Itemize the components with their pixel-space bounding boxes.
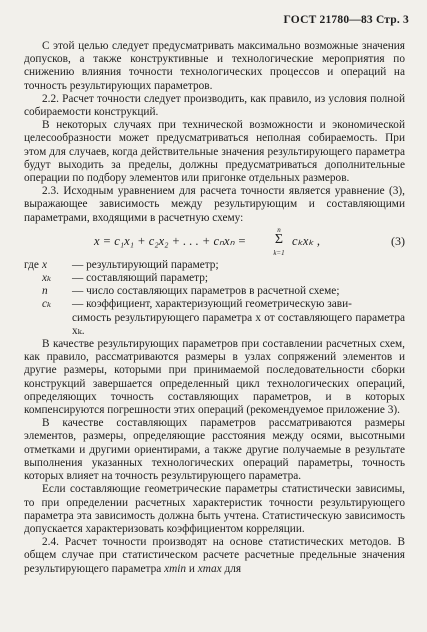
- definition-text: — составляющий параметр;: [72, 272, 208, 285]
- definition-text: — коэффициент, характеризующий геометрическую зави-: [72, 298, 352, 311]
- sum-lower-limit: k=1: [273, 248, 285, 257]
- paragraph-correlation: Если составляющие геометрические параметры статистически зависимы, то при определении расчетных характеристик точности результирующего параметра эта зависимость должна быть учтена. Статистическую зависимость допускается характеризовать коэффициентом корреляции.: [24, 483, 405, 535]
- page-number: 3: [403, 14, 409, 26]
- sum-upper-limit: n: [277, 225, 281, 234]
- x-min-symbol: xmin: [164, 562, 187, 575]
- definition-symbol: n: [42, 285, 48, 298]
- definition-text: — число составляющих параметров в расчетной схеме;: [72, 285, 340, 298]
- sum-sign: Σ: [274, 231, 284, 247]
- document-body: [24, 40, 405, 576]
- paragraph-resulting-params: В качестве результирующих параметров при составлении расчетных схем, как правило, рассматриваются размеры в узлах сопряжений элементов и другие размеры, которыми при принимаемой последовательности сборки конструкций завершается определенный цикл технологических операций, определяющих точность составляющих параметров, и в которых компенсируются погрешности этих операций (рекомендуемое приложение 3).: [24, 338, 405, 417]
- equation-number: (3): [391, 233, 405, 248]
- paragraph-2-2: 2.2. Расчет точности следует производить, как правило, из условия полной собираемости конструкций.: [24, 92, 405, 119]
- conjunction: и: [188, 562, 195, 575]
- paragraph-2-4-text: 2.4. Расчет точности производят на основе статистических методов. В общем случае при статистическом расчете расчетные предельные значения результирующего параметра: [24, 536, 405, 575]
- paragraph-component-params: В качестве составляющих параметров рассматриваются размеры элементов, размеры, определяющие расстояния между осями, высотными отметками и другими ориентирами, а также другие получаемые в результате выполнения указанных технологических операций параметры, точность которых влияет на точность результирующего параметра.: [24, 417, 405, 483]
- definition-row: [24, 298, 405, 311]
- x-max-symbol: xmax: [197, 562, 222, 575]
- where-label: где: [24, 258, 39, 271]
- paragraph-intro: С этой целью следует предусматривать максимально возможные значения допусков, а также конструктивные и технологические мероприятия по снижению влияния точности технологических процессов и операций на точность результирующих параметров.: [24, 40, 405, 92]
- equation-body: x = c₁x₁ + c₂x₂ + . . . + cₙxₙ =: [94, 233, 247, 248]
- definition-symbol: x: [42, 258, 48, 271]
- definition-row: [24, 272, 405, 285]
- paragraph-incomplete-assembly: В некоторых случаях при технической возможности и экономической целесообразности может предусматриваться неполная собираемость. При этом для случаев, когда действительные значения результирующего параметра будут выходить за пределы, должны предусматриваться дополнительные операции по подбору элементов или пригонке отдельных размеров.: [24, 119, 405, 185]
- definition-row: [24, 259, 405, 272]
- definition-row: [24, 285, 405, 298]
- definition-text: — результирующий параметр;: [72, 258, 219, 271]
- symbol-definitions: [24, 259, 405, 338]
- definition-symbol: xₖ: [42, 272, 52, 285]
- sum-operator: [272, 225, 286, 258]
- equation-tail: cₖxₖ ,: [292, 233, 320, 248]
- equation-3: [24, 225, 405, 259]
- page-header: [284, 14, 409, 26]
- definition-symbol: cₖ: [42, 298, 52, 311]
- paragraph-end-word: для: [224, 562, 242, 575]
- standard-number: ГОСТ 21780—83: [283, 14, 373, 26]
- definition-continuation: симость результирующего параметра x от составляющего параметра xₖ.: [72, 311, 405, 337]
- page-label: Стр.: [375, 14, 400, 26]
- paragraph-2-4: [24, 536, 405, 576]
- paragraph-2-3: 2.3. Исходным уравнением для расчета точности является уравнение (3), выражающее зависимость между результирующим и составляющими параметрами, входящими в расчетную схему:: [24, 185, 405, 224]
